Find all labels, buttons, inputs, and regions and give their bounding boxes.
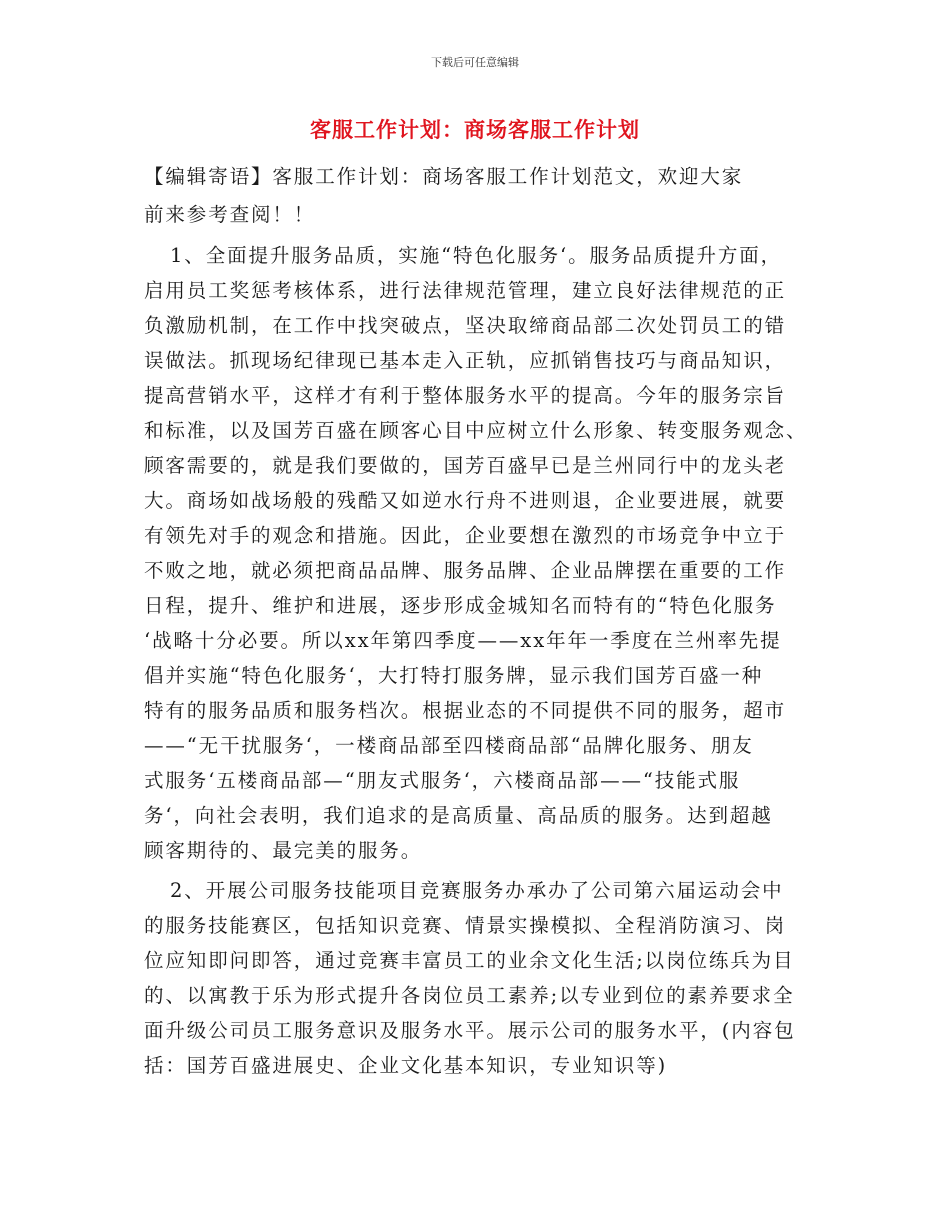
- paragraph-line: 启用员工奖惩考核体系，进行法律规范管理，建立良好法律规范的正: [144, 279, 787, 302]
- paragraph-line: 【编辑寄语】客服工作计划：商场客服工作计划范文，欢迎大家: [144, 165, 744, 188]
- paragraph-line: 务‘，向社会表明，我们追求的是高质量、高品质的服务。达到超越: [144, 804, 773, 827]
- paragraph-line: 的、以寓教于乐为形式提升各岗位员工素养;以专业到位的素养要求全: [144, 984, 795, 1007]
- paragraph-line: 误做法。抓现场纪律现已基本走入正轨，应抓销售技巧与商品知识，: [144, 349, 787, 372]
- paragraph-line: 特有的服务品质和服务档次。根据业态的不同提供不同的服务，超市: [144, 699, 787, 722]
- paragraph-line: 面升级公司员工服务意识及服务水平。展示公司的服务水平，(内容包: [144, 1019, 796, 1042]
- paragraph-line: ——“无干扰服务‘，一楼商品部至四楼商品部“品牌化服务、朋友: [144, 734, 754, 757]
- paragraph-line: 顾客期待的、最完美的服务。: [144, 839, 423, 862]
- paragraph-line: 1、全面提升服务品质，实施“特色化服务‘。服务品质提升方面，: [170, 244, 783, 267]
- paragraph-line: 大。商场如战场般的残酷又如逆水行舟不进则退，企业要进展，就要: [144, 489, 787, 512]
- paragraph-line: 倡并实施“特色化服务‘，大打特打服务牌，显示我们国芳百盛一种: [144, 664, 764, 687]
- paragraph-line: 和标准，以及国芳百盛在顾客心目中应树立什么形象、转变服务观念、: [144, 419, 808, 442]
- header-note: 下载后可任意编辑: [431, 56, 519, 69]
- paragraph-line: 有领先对手的观念和措施。因此，企业要想在激烈的市场竞争中立于: [144, 524, 787, 547]
- paragraph-line: 2、开展公司服务技能项目竞赛服务办承办了公司第六届运动会中: [170, 879, 784, 902]
- paragraph-line: 负激励机制，在工作中找突破点，坚决取缔商品部二次处罚员工的错: [144, 314, 787, 337]
- paragraph-line: 括：国芳百盛进展史、企业文化基本知识，专业知识等): [144, 1054, 668, 1077]
- paragraph-line: ‘战略十分必要。所以xx年第四季度——xx年年一季度在兰州率先提: [144, 629, 782, 652]
- paragraph-line: 前来参考查阅！！: [144, 203, 316, 226]
- paragraph-line: 的服务技能赛区，包括知识竞赛、情景实操模拟、全程消防演习、岗: [144, 914, 787, 937]
- paragraph-line: 不败之地，就必须把商品品牌、服务品牌、企业品牌摆在重要的工作: [144, 559, 787, 582]
- paragraph-line: 提高营销水平，这样才有利于整体服务水平的提高。今年的服务宗旨: [144, 384, 787, 407]
- paragraph-line: 位应知即问即答，通过竞赛丰富员工的业余文化生活;以岗位练兵为目: [144, 949, 795, 972]
- paragraph-line: 式服务‘五楼商品部—“朋友式服务‘，六楼商品部——“技能式服: [144, 769, 741, 792]
- paragraph-line: 日程，提升、维护和进展，逐步形成金城知名而特有的“特色化服务: [144, 594, 777, 617]
- document-title: 客服工作计划：商场客服工作计划: [310, 118, 640, 142]
- paragraph-line: 顾客需要的，就是我们要做的，国芳百盛早已是兰州同行中的龙头老: [144, 454, 787, 477]
